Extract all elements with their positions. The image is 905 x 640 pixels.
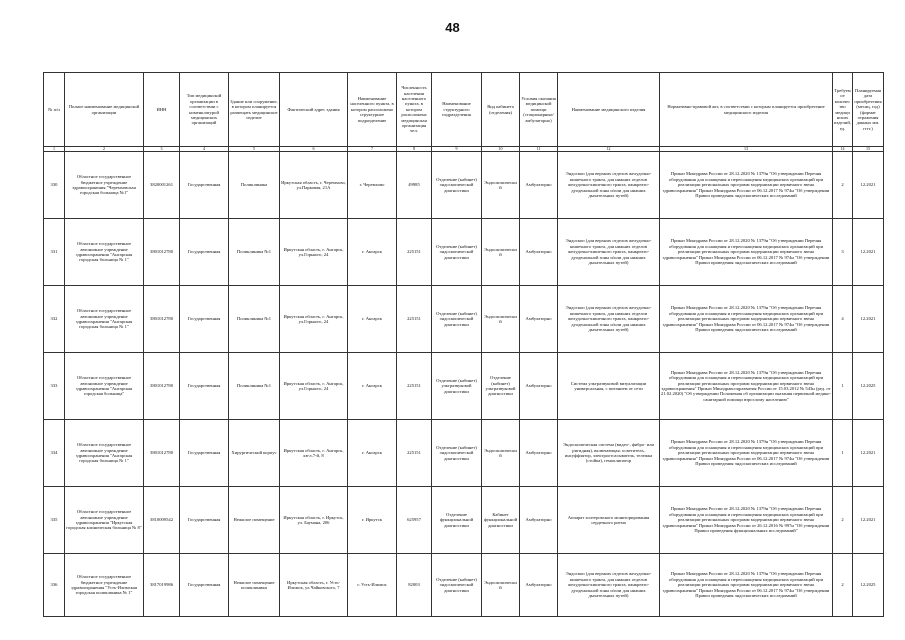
inn: 3810009542 (144, 487, 180, 554)
inn: 3801012780 (144, 219, 180, 286)
address: Иркутская область, г. Ангарск, ул.Горького, 24 (280, 286, 348, 353)
org-type: Государственная (180, 219, 229, 286)
population: 225151 (397, 353, 432, 420)
header-cell: № п/п (44, 73, 65, 147)
column-number: 10 (482, 147, 520, 152)
row-number: 335 (44, 487, 65, 554)
row-number: 332 (44, 286, 65, 353)
quantity: 2 (833, 554, 853, 617)
header-cell: Численность населения населенного пункта, в котором расположена медицинская организация чел. (397, 73, 432, 147)
building: Нежилое помещение (229, 487, 280, 554)
settlement: г. Усть-Илимск (348, 554, 397, 617)
quantity: 2 (833, 487, 853, 554)
device-name: Эндоскоп (для верхних отделов желудочно-кишечного тракта, для нижних отделов желудочно-кишечного тракта, панкреато-дуоденальной зоны и/или для нижних дыхательных путей) (558, 286, 660, 353)
equipment-table (43, 72, 884, 617)
legal-act: Приказ Минздрава России от 28.12.2020 № 1379н "Об утверждении Перечня оборудования для оснащения и переоснащения медицинских организаций при реализации региональных программ модернизации первичного звена здравоохранения" Приказ Минздрава России от 06.12.2017 № 974н "Об утверждении Правил проведения эндоскопических исследований (660, 420, 833, 487)
division: Отделение (кабинет) эндоскопической диагностики (432, 420, 482, 487)
org-type: Государственная (180, 554, 229, 617)
address: Иркутская область, г. Ангарск, ул.Горького, 24 (280, 353, 348, 420)
org-name: Областное государственное автономное учреждение здравоохранения "Ангарская городская больница № 1" (65, 219, 144, 286)
building: Поликлиника №1 (229, 286, 280, 353)
header-cell: Условия оказания медицинской помощи (стационарные/амбулаторно) (520, 73, 558, 147)
table-row (44, 487, 884, 554)
org-type: Государственная (180, 353, 229, 420)
device-name: Эндоскоп (для верхних отделов желудочно-кишечного тракта, для нижних отделов желудочно-кишечного тракта, панкреато-дуоденальной зоны и/или для нижних дыхательных путей) (558, 152, 660, 219)
header-cell: Полное наименование медицинской организации (65, 73, 144, 147)
header-cell: Тип медицинской организации в соответствии с номенклатурой медицинских организаций (180, 73, 229, 147)
org-type: Государственная (180, 152, 229, 219)
planned-date: 12.2025 (853, 353, 884, 420)
header-cell: Требуемое количество медицинских изделий, ед. (833, 73, 853, 147)
room-type: Эндоскопический (482, 219, 520, 286)
care-conditions: Амбулаторно (520, 152, 558, 219)
header-cell: Планируемая дата приобретения (месяц, год) (формат отражения данных мм. гггг.) (853, 73, 884, 147)
care-conditions: Амбулаторно (520, 487, 558, 554)
header-cell: Здание или сооружение, в котором планируется размещать медицинское изделие (229, 73, 280, 147)
address: Иркутская область, г. Иркутск, ул. Баумана, 206 (280, 487, 348, 554)
room-type: Эндоскопический (482, 286, 520, 353)
quantity: 4 (833, 286, 853, 353)
building: Поликлиника №1 (229, 353, 280, 420)
division: Отделение функциональной диагностики (432, 487, 482, 554)
care-conditions: Амбулаторно (520, 286, 558, 353)
room-type: Эндоскопический (482, 152, 520, 219)
room-type: Отделение (кабинет) ультразвуковой диагностики (482, 353, 520, 420)
planned-date: 12.2021 (853, 286, 884, 353)
inn: 3817019986 (144, 554, 180, 617)
table-row (44, 420, 884, 487)
population: 625957 (397, 487, 432, 554)
org-type: Государственная (180, 286, 229, 353)
header-cell: Наименование структурного подразделения (432, 73, 482, 147)
quantity: 2 (833, 152, 853, 219)
column-number: 3 (144, 147, 180, 152)
division: Отделение (кабинет) эндоскопической диагностики (432, 286, 482, 353)
row-number: 334 (44, 420, 65, 487)
header-cell: Нормативно-правовой акт, в соответствии с которым планируется приобретение медицинского изделия (660, 73, 833, 147)
care-conditions: Амбулаторно (520, 554, 558, 617)
care-conditions: Амбулаторно (520, 353, 558, 420)
legal-act: Приказ Минздрава России от 28.12.2020 № 1379н "Об утверждении Перечня оборудования для оснащения и переоснащения медицинских организаций при реализации региональных программ модернизации первичного звена здравоохранения" Приказ Минздрава России от 06.12.2017 № 974н "Об утверждении Правил проведения эндоскопических исследований (660, 554, 833, 617)
room-type: Кабинет функциональной диагностики (482, 487, 520, 554)
settlement: г. Ангарск (348, 219, 397, 286)
column-number: 4 (180, 147, 229, 152)
column-number: 7 (348, 147, 397, 152)
column-number: 13 (660, 147, 833, 152)
column-number: 8 (397, 147, 432, 152)
quantity: 3 (833, 219, 853, 286)
legal-act: Приказ Минздрава России от 28.12.2020 № 1379н "Об утверждении Перечня оборудования для оснащения и переоснащения медицинских организаций при реализации региональных программ модернизации первичного звена здравоохранения" Приказ Минздрава России от 26.12.2016 № 997н "Об утверждении Правил проведения функциональных исследований" (660, 487, 833, 554)
header-row (44, 73, 884, 147)
inn: 3801012780 (144, 420, 180, 487)
planned-date: 12.2021 (853, 420, 884, 487)
settlement: г. Черемхово (348, 152, 397, 219)
population: 225151 (397, 219, 432, 286)
org-name: Областное государственное автономное учреждение здравоохранения "Ангарская городская больница № 1" (65, 286, 144, 353)
org-name: Областное государственное автономное учреждение здравоохранения "Иркутская городская клиническая больница № 8" (65, 487, 144, 554)
device-name: Система ультразвуковой визуализации универсальная, с питанием от сети (558, 353, 660, 420)
legal-act: Приказ Минздрава России от 28.12.2020 № 1379н "Об утверждении Перечня оборудования для оснащения и переоснащения медицинских организаций при реализации региональных программ модернизации первичного звена здравоохранения" Приказ Минздрава России от 06.12.2017 № 974н "Об утверждении Правил проведения эндоскопических исследований (660, 286, 833, 353)
building: Хирургический корпус (229, 420, 280, 487)
building: Поликлиника (229, 152, 280, 219)
header-cell: Наименование медицинского изделия (558, 73, 660, 147)
row-number: 333 (44, 353, 65, 420)
column-number: 15 (853, 147, 884, 152)
column-number: 11 (520, 147, 558, 152)
division: Отделение (кабинет) эндоскопической диагностики (432, 554, 482, 617)
row-number: 331 (44, 219, 65, 286)
settlement: г. Ангарск (348, 353, 397, 420)
table-row (44, 353, 884, 420)
care-conditions: Амбулаторно (520, 219, 558, 286)
org-name: Областное государственное бюджетное учреждение здравоохранения "Черемховская городская больница №1" (65, 152, 144, 219)
settlement: г. Ангарск (348, 420, 397, 487)
column-number: 6 (280, 147, 348, 152)
header-cell: Вид кабинета (отделения) (482, 73, 520, 147)
table-row (44, 219, 884, 286)
settlement: г. Ангарск (348, 286, 397, 353)
division: Отделение (кабинет) эндоскопической диагностики (432, 152, 482, 219)
planned-date: 12.2021 (853, 219, 884, 286)
inn: 3820001261 (144, 152, 180, 219)
population: 225151 (397, 286, 432, 353)
building: Поликлиника №1 (229, 219, 280, 286)
table-row (44, 152, 884, 219)
org-type: Государственная (180, 420, 229, 487)
room-type: Эндоскопический (482, 420, 520, 487)
quantity: 1 (833, 420, 853, 487)
inn: 3801012780 (144, 286, 180, 353)
column-number: 9 (432, 147, 482, 152)
address: Иркутская область, г. Черемхово, ул.Парковая, 21А (280, 152, 348, 219)
org-name: Областное государственное автономное учреждение здравоохранения "Ангарская городская больница № 1" (65, 420, 144, 487)
column-number: 14 (833, 147, 853, 152)
table-row (44, 286, 884, 353)
column-number: 5 (229, 147, 280, 152)
org-type: Государственная (180, 487, 229, 554)
device-name: Эндоскоп (для верхних отделов желудочно-кишечного тракта, для нижних отделов желудочно-кишечного тракта, панкреато-дуоденальной зоны и/или для нижних дыхательных путей) (558, 219, 660, 286)
population: 225151 (397, 420, 432, 487)
planned-date: 12.2021 (853, 152, 884, 219)
division: Отделение (кабинет) эндоскопической диагностики (432, 219, 482, 286)
row-number: 330 (44, 152, 65, 219)
legal-act: Приказ Минздрава России от 28.12.2020 № 1379н "Об утверждении Перечня оборудования для оснащения и переоснащения медицинских организаций при реализации региональных программ модернизации первичного звена здравоохранения" Приказ Минздравсоцразвития России от 15.03.2012 № 543н (ред. от 21.02.2020) "Об утверждении Положения об организации оказания первичной медико-санитарной помощи взрослому населению" (660, 353, 833, 420)
page-number: 48 (445, 20, 460, 35)
table-row (44, 554, 884, 617)
population: 82003 (397, 554, 432, 617)
device-name: Аппарат холтеровского мониторирования сердечного ритма (558, 487, 660, 554)
legal-act: Приказ Минздрава России от 28.12.2020 № 1379н "Об утверждении Перечня оборудования для оснащения и переоснащения медицинских организаций при реализации региональных программ модернизации первичного звена здравоохранения" Приказ Минздрава России от 06.12.2017 № 974н "Об утверждении Правил проведения эндоскопических исследований (660, 219, 833, 286)
settlement: г. Иркутск (348, 487, 397, 554)
column-number: 1 (44, 147, 65, 152)
header-cell: ИНН (144, 73, 180, 147)
device-name: Эндоскоп (для верхних отделов желудочно-кишечного тракта, для нижних отделов желудочно-кишечного тракта, панкреато-дуоденальной зоны и/или для нижних дыхательных путей) (558, 554, 660, 617)
row-number: 336 (44, 554, 65, 617)
division: Отделение (кабинет) ультразвуковой диагностики (432, 353, 482, 420)
quantity: 1 (833, 353, 853, 420)
column-number: 2 (65, 147, 144, 152)
legal-act: Приказ Минздрава России от 28.12.2020 № 1379н "Об утверждении Перечня оборудования для оснащения и переоснащения медицинских организаций при реализации региональных программ модернизации первичного звена здравоохранения" Приказ Минздрава России от 06.12.2017 № 974н "Об утверждении Правил проведения эндоскопических исследований (660, 152, 833, 219)
address: Иркутская область, г. Ангарск, ул.Горького, 24 (280, 219, 348, 286)
population: 49985 (397, 152, 432, 219)
device-name: Эндоскопическая система (видео-, фибро- или ригидная), включающая: осветитель, инсуффлятор, электроотсасыватель, тележка (стойка), гемоклипатор (558, 420, 660, 487)
address: Иркутская область, г. Ангарск, кв-л.7-й, 8 (280, 420, 348, 487)
org-name: Областное государственное автономное учреждение здравоохранения "Ангарская городская больница" (65, 353, 144, 420)
header-cell: Наименование населенного пункта, в котором расположено структурное подразделение (348, 73, 397, 147)
planned-date: 12.2025 (853, 554, 884, 617)
address: Иркутская область, г. Усть-Илимск, ул.Чайковского, 7 (280, 554, 348, 617)
room-type: Эндоскопический (482, 554, 520, 617)
header-cell: Фактический адрес здания (280, 73, 348, 147)
column-number: 12 (558, 147, 660, 152)
planned-date: 12.2021 (853, 487, 884, 554)
care-conditions: Амбулаторно (520, 420, 558, 487)
org-name: Областное государственное бюджетное учреждение здравоохранения "Усть-Илимская городская поликлиника № 1" (65, 554, 144, 617)
building: Нежилое помещение поликлиники (229, 554, 280, 617)
inn: 3801012780 (144, 353, 180, 420)
